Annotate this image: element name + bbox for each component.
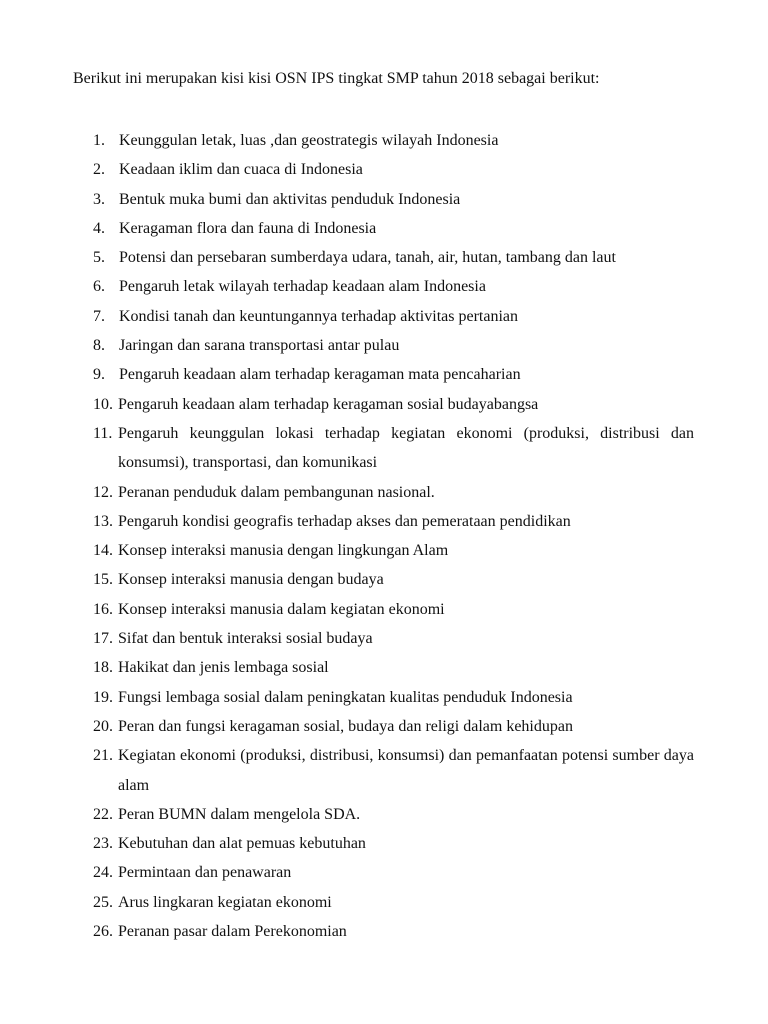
item-number: 24. (93, 864, 113, 882)
list-item (93, 272, 694, 301)
item-number: 10. (93, 395, 113, 413)
item-text: Keadaan iklim dan cuaca di Indonesia (119, 161, 363, 179)
item-text: Fungsi lembaga sosial dalam peningkatan kualitas penduduk Indonesia (118, 688, 573, 706)
item-number: 17. (93, 630, 113, 648)
item-number: 9. (93, 366, 105, 384)
list-item (93, 478, 694, 507)
list-item (93, 331, 694, 360)
list-item (93, 126, 694, 155)
item-text: Pengaruh kondisi geografis terhadap akses dan pemerataan pendidikan (118, 512, 571, 530)
list-item (93, 653, 694, 682)
item-text: Pengaruh keadaan alam terhadap keragaman mata pencaharian (119, 366, 521, 384)
list-item (93, 155, 694, 184)
list-item (93, 565, 694, 594)
item-number: 23. (93, 835, 113, 853)
item-text: Bentuk muka bumi dan aktivitas penduduk Indonesia (119, 190, 461, 208)
item-text: Arus lingkaran kegiatan ekonomi (118, 893, 332, 911)
item-text: Hakikat dan jenis lembaga sosial (118, 659, 329, 677)
intro-paragraph: Berikut ini merupakan kisi kisi OSN IPS tingkat SMP tahun 2018 sebagai berikut: (73, 70, 600, 87)
item-text: Keunggulan letak, luas ,dan geostrategis wilayah Indonesia (119, 132, 499, 149)
list-item (93, 712, 694, 741)
list-item (93, 829, 694, 858)
item-number: 25. (93, 893, 113, 911)
list-item (93, 302, 694, 331)
item-text: Konsep interaksi manusia dengan lingkungan Alam (118, 542, 449, 560)
kisi-kisi-list (93, 126, 694, 946)
list-item (93, 595, 694, 624)
item-number: 12. (93, 483, 113, 501)
item-number: 26. (93, 923, 113, 941)
item-number: 18. (93, 659, 113, 677)
item-text: Permintaan dan penawaran (118, 864, 292, 882)
item-text: Potensi dan persebaran sumberdaya udara, tanah, air, hutan, tambang dan laut (119, 249, 616, 267)
item-number: 22. (93, 805, 113, 823)
item-text: Jaringan dan sarana transportasi antar pulau (119, 337, 400, 355)
item-number: 15. (93, 571, 113, 589)
item-text: Peranan penduduk dalam pembangunan nasional. (118, 483, 435, 501)
list-item (93, 624, 694, 653)
item-number: 2. (93, 161, 105, 179)
item-text: Kegiatan ekonomi (produksi, distribusi, konsumsi) dan pemanfaatan potensi sumber daya alam (118, 747, 694, 794)
list-item (93, 536, 694, 565)
list-item (93, 419, 694, 478)
list-item (93, 800, 694, 829)
item-number: 8. (93, 337, 105, 355)
item-number: 1. (93, 132, 105, 149)
item-text: Kondisi tanah dan keuntungannya terhadap aktivitas pertanian (119, 307, 518, 325)
item-number: 19. (93, 688, 113, 706)
list-item (93, 741, 694, 800)
item-number: 20. (93, 717, 113, 735)
item-text: Sifat dan bentuk interaksi sosial budaya (118, 630, 373, 648)
item-number: 21. (93, 747, 113, 765)
list-item (93, 683, 694, 712)
list-item (93, 917, 694, 946)
list-item (93, 185, 694, 214)
item-text: Peranan pasar dalam Perekonomian (118, 923, 347, 941)
item-text: Kebutuhan dan alat pemuas kebutuhan (118, 835, 366, 853)
item-text: Pengaruh keadaan alam terhadap keragaman sosial budayabangsa (118, 395, 539, 413)
item-text: Konsep interaksi manusia dengan budaya (118, 571, 384, 589)
item-text: Pengaruh letak wilayah terhadap keadaan alam Indonesia (119, 278, 486, 296)
item-text: Peran BUMN dalam mengelola SDA. (118, 805, 361, 823)
item-text: Konsep interaksi manusia dalam kegiatan ekonomi (118, 600, 445, 618)
list-item (93, 507, 694, 536)
list-item (93, 360, 694, 389)
list-item (93, 858, 694, 887)
item-number: 11. (93, 424, 113, 442)
item-text: Peran dan fungsi keragaman sosial, budaya dan religi dalam kehidupan (118, 717, 573, 735)
item-number: 7. (93, 307, 105, 325)
item-number: 3. (93, 190, 105, 208)
item-text: Keragaman flora dan fauna di Indonesia (119, 219, 377, 237)
item-number: 13. (93, 512, 113, 530)
list-item (93, 888, 694, 917)
item-text: Pengaruh keunggulan lokasi terhadap kegiatan ekonomi (produksi, distribusi dan konsumsi), transportasi, dan komunikasi (118, 424, 694, 472)
list-item (93, 214, 694, 243)
item-number: 14. (93, 542, 113, 560)
list-item (93, 243, 694, 272)
list-item (93, 390, 694, 419)
item-number: 5. (93, 249, 105, 267)
item-number: 4. (93, 219, 105, 237)
item-number: 6. (93, 278, 105, 296)
item-number: 16. (93, 600, 113, 618)
